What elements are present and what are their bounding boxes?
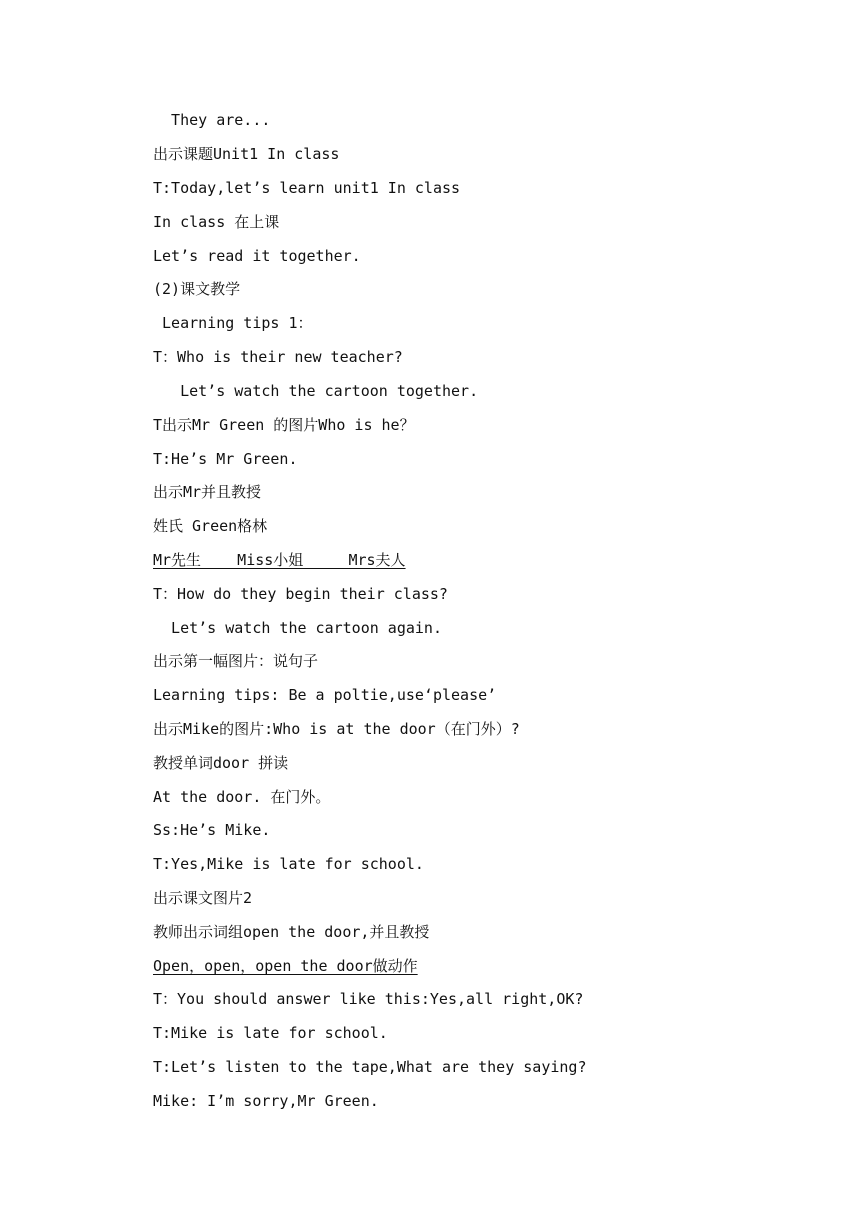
- text-line: In class 在上课: [153, 213, 280, 231]
- text-line: T:Let’s listen to the tape,What are they saying?: [153, 1058, 587, 1076]
- text-line: 出示Mike的图片:Who is at the door（在门外）?: [153, 720, 520, 738]
- text-line: 出示课文图片2: [153, 889, 253, 907]
- text-line: 出示课题Unit1 In class: [153, 145, 340, 163]
- text-line: T出示Mr Green 的图片Who is he？: [153, 416, 415, 434]
- text-line: Learning tips: Be a poltie,use‘please’: [153, 686, 497, 704]
- text-line: 出示第一幅图片：说句子: [153, 652, 319, 670]
- text-line: T:He’s Mr Green.: [153, 450, 298, 468]
- text-line: Ss:He’s Mike.: [153, 821, 271, 839]
- text-line: 出示Mr并且教授: [153, 483, 262, 501]
- text-line: 教师出示词组open the door,并且教授: [153, 923, 430, 941]
- text-line: 姓氏 Green格林: [153, 517, 268, 535]
- text-line: T:Mike is late for school.: [153, 1024, 388, 1042]
- underlined-line: Open，open，open the door做动作: [153, 957, 418, 975]
- text-line: T：You should answer like this:Yes,all right,OK?: [153, 990, 584, 1008]
- underlined-line: Mr先生 Miss小姐 Mrs夫人: [153, 551, 406, 569]
- text-line: Let’s watch the cartoon again.: [153, 619, 442, 637]
- text-line: Mike: I’m sorry,Mr Green.: [153, 1092, 379, 1110]
- text-line: They are...: [153, 111, 271, 129]
- text-line: Let’s watch the cartoon together.: [153, 382, 479, 400]
- text-line: T:Yes,Mike is late for school.: [153, 855, 424, 873]
- text-line: T:Today,let’s learn unit1 In class: [153, 179, 461, 197]
- section-heading: (2)课文教学: [153, 280, 241, 298]
- text-line: T：How do they begin their class?: [153, 585, 448, 603]
- text-line: Let’s read it together.: [153, 247, 361, 265]
- text-line: 教授单词door 拼读: [153, 754, 289, 772]
- text-line: T：Who is their new teacher?: [153, 348, 403, 366]
- text-line: At the door. 在门外。: [153, 788, 331, 806]
- text-line: Learning tips 1：: [153, 314, 313, 332]
